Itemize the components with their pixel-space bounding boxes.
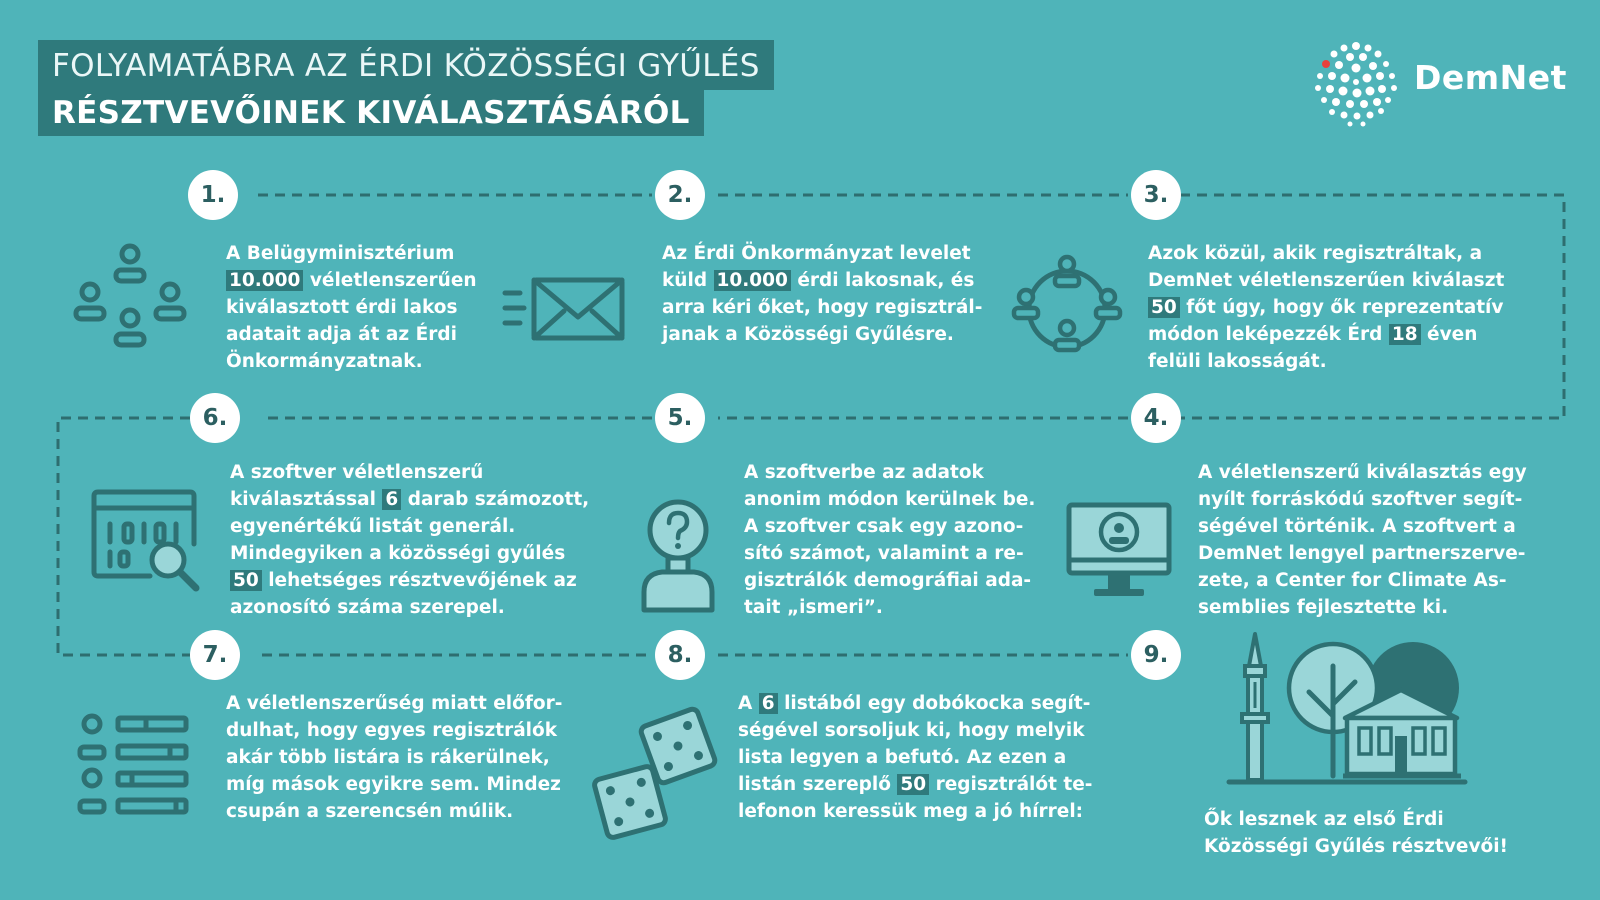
title-line-2: RÉSZTVEVŐINEK KIVÁLASZTÁSÁRÓL [38,90,704,136]
step-3-number: 3. [1131,170,1181,220]
envelope-icon [502,275,627,345]
people-icon [70,240,190,360]
step-8-text: A 6 listából egy dobókocka segít-ségével sorsoljuk ki, hogy melyik lista legyen a befutó. Az ezen a listán szereplő 50 regisztrálót te-lefonon keressük meg a jó hírrel: [738,693,1093,822]
town-hall-icon [1225,626,1470,791]
dot-cloud-icon [1310,38,1402,128]
step-4-text: A véletlenszerű kiválasztás egy nyílt forráskódú szoftver segít-ségével történik. A szoftvert a DemNet lengyel partnerszerve-zete, a Center for Climate As-semblies fejlesztette ki. [1198,462,1527,618]
title-line-1: FOLYAMATÁBRA AZ ÉRDI KÖZÖSSÉGI GYŰLÉS [38,40,774,90]
step-1-number: 1. [188,170,238,220]
step-7-number: 7. [190,630,240,680]
step-6-number: 6. [190,393,240,443]
network-people-icon [1010,252,1125,367]
step-3-text: Azok közül, akik regisztráltak, a DemNet véletlenszerűen kiválaszt 50 főt úgy, hogy ők reprezentatív módon leképezzék Érd 18 éven felüli lakosságát. [1148,243,1505,372]
step-7-text: A véletlenszerűség miatt előfor-dulhat, hogy egyes regisztrálók akár több listára is rákerülnek, míg mások egyikre sem. Mindez csupán a szerencsén múlik. [226,693,563,822]
step-2-number: 2. [655,170,705,220]
logo-name: DemNet [1414,58,1567,97]
step-5-number: 5. [655,393,705,443]
step-9-number: 9. [1131,630,1181,680]
dice-icon [590,704,730,844]
step-8-number: 8. [655,630,705,680]
step-2-text: Az Érdi Önkormányzat levelet küld 10.000 érdi lakosnak, és arra kéri őket, hogy regisztrál-janak a Közösségi Gyűlésre. [662,243,983,345]
user-list-icon [76,712,191,827]
step-4-number: 4. [1131,393,1181,443]
step-6-text: A szoftver véletlenszerű kiválasztással 6 darab számozott, egyenértékű listát generál. Mindegyiken a közösségi gyűlés 50 lehetséges résztvevőjének az azonosító száma szerepel. [230,462,590,618]
step-1-text: A Belügyminisztérium 10.000 véletlenszerűen kiválasztott érdi lakos adatait adja át az Érdi Önkormányzatnak. [226,243,477,372]
monitor-icon [1064,500,1174,610]
step-5-text: A szoftverbe az adatok anonim módon kerülnek be. A szoftver csak egy azono-sító számot, valamint a re-gisztrálók demográfiai ada-tait „ismeri”. [744,462,1036,618]
search-list-icon [90,488,205,603]
step-9-text: Ők lesznek az első Érdi Közösségi Gyűlés résztvevői! [1204,809,1508,857]
anonymous-person-icon [638,496,718,616]
